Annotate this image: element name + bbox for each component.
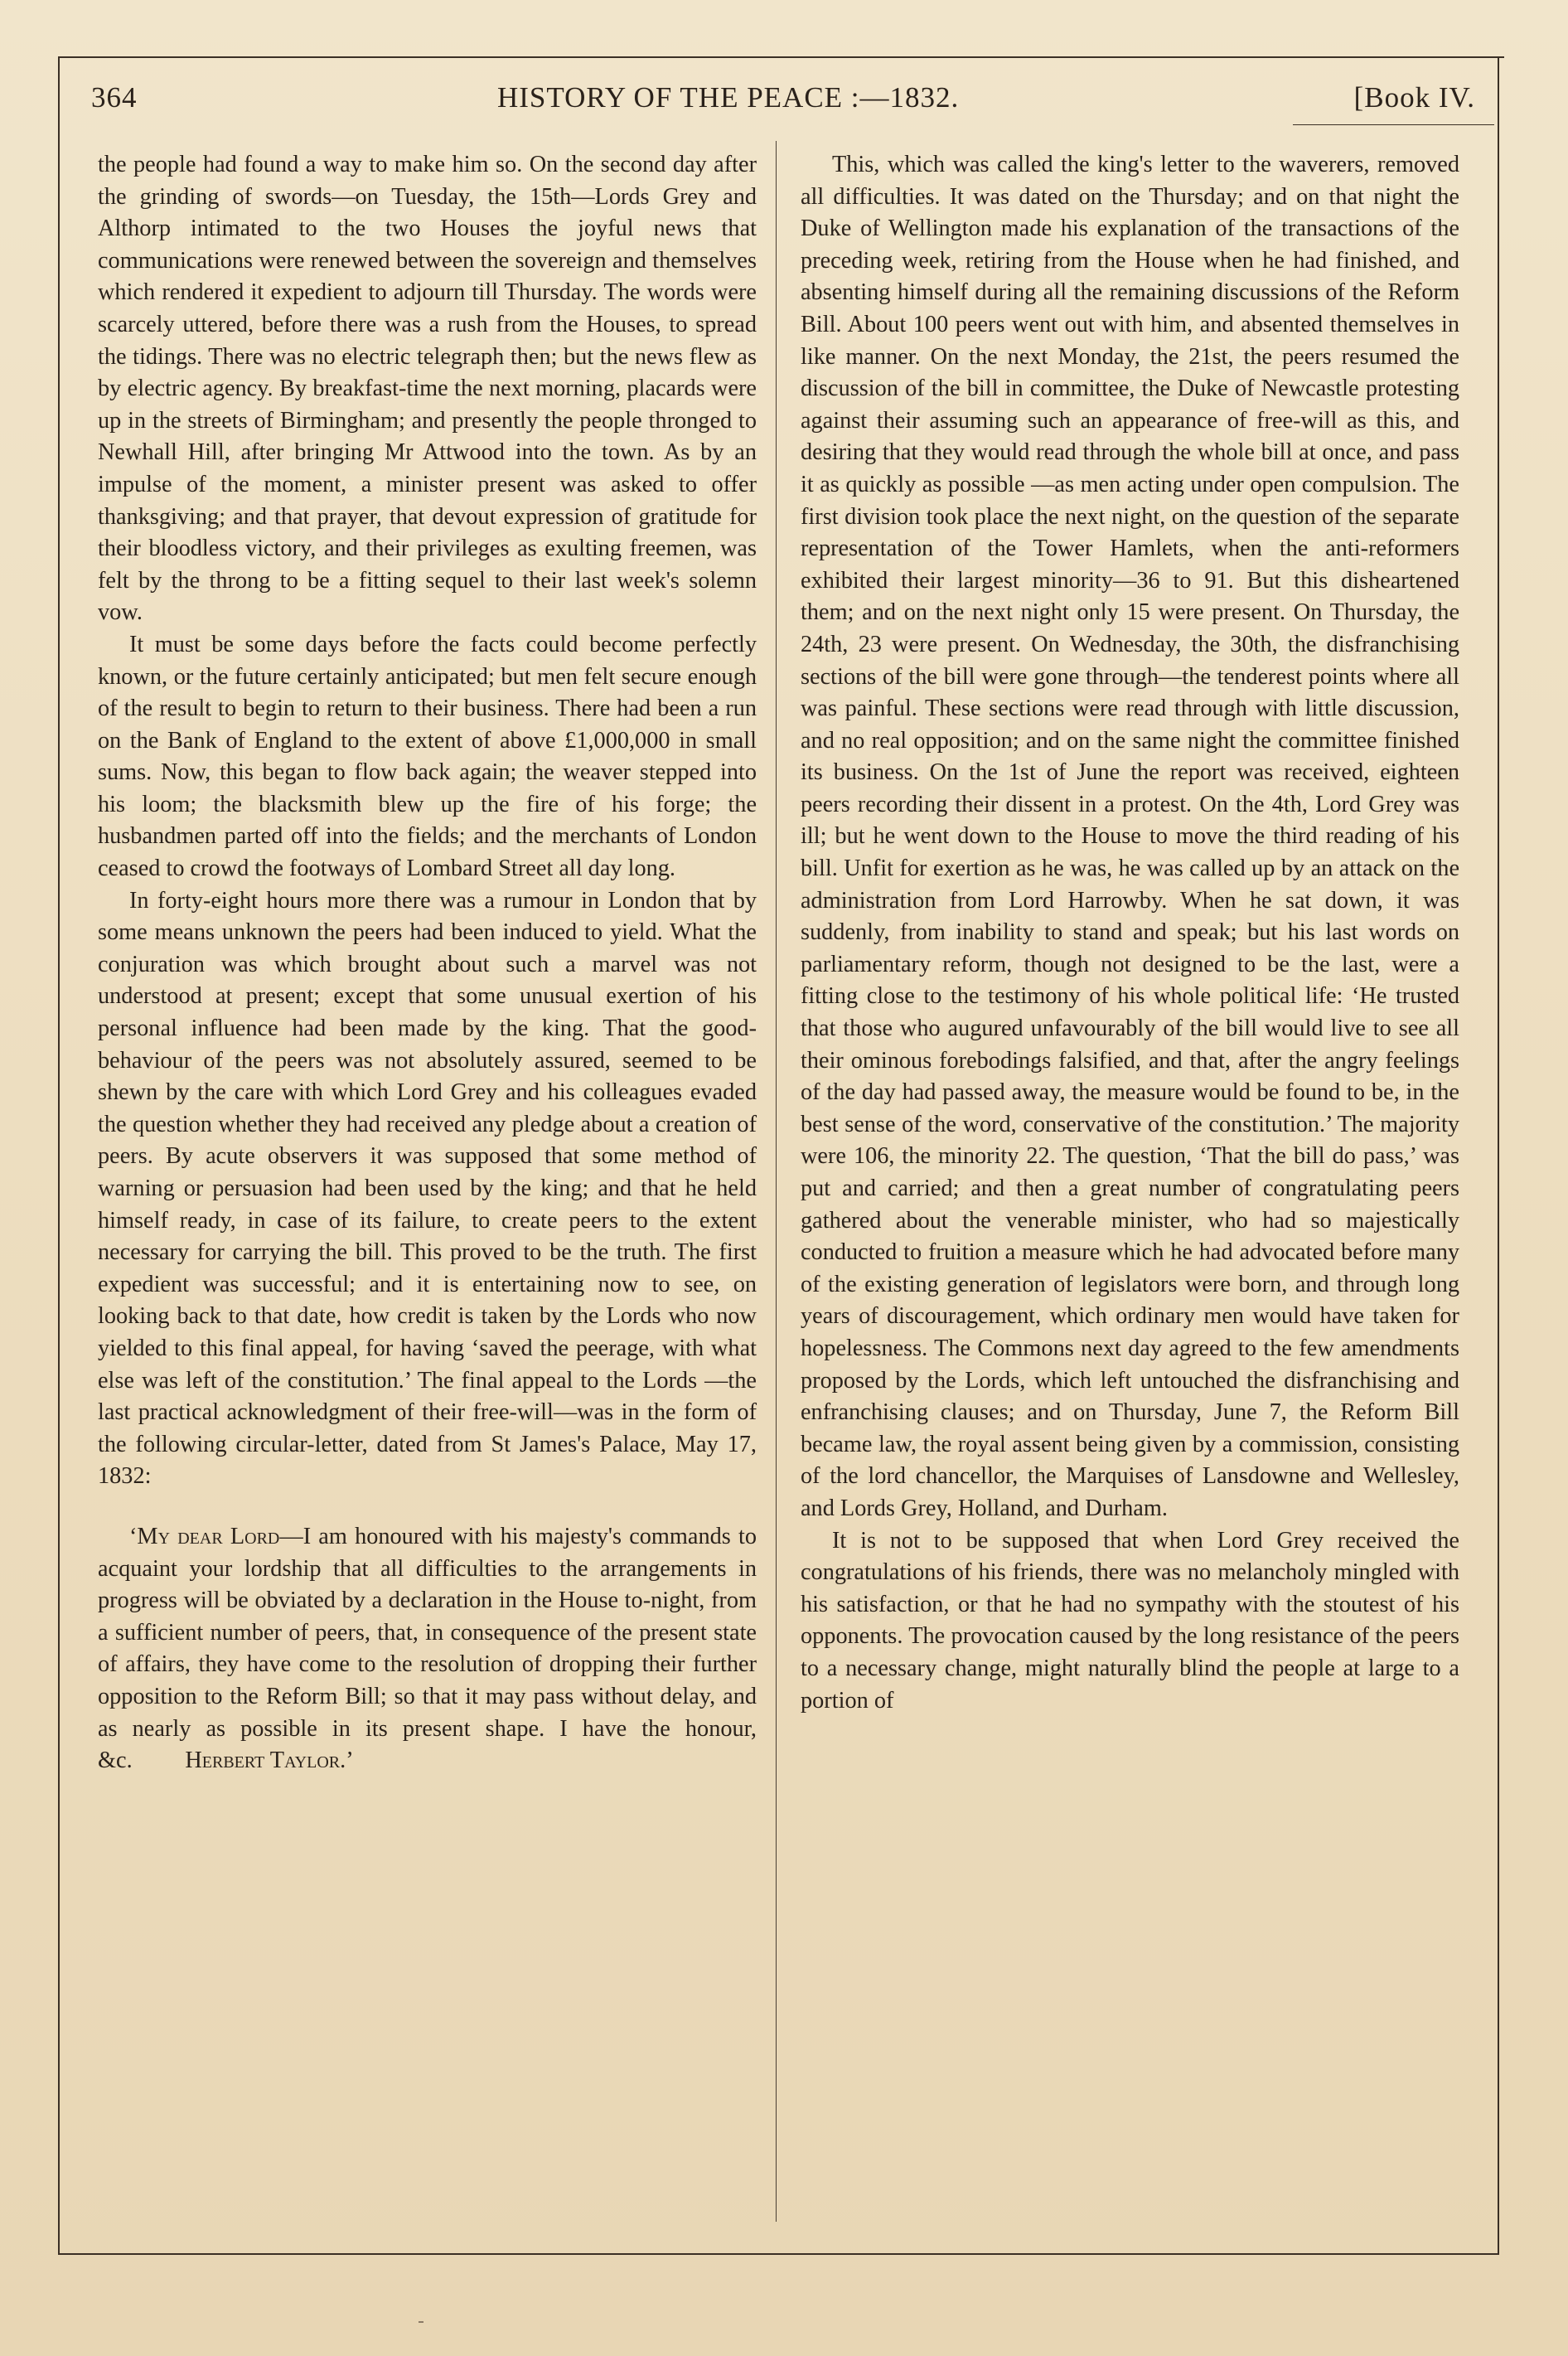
running-header [91,81,1475,124]
right-column [801,149,1459,1717]
paragraph: It is not to be supposed that when Lord Grey received the congratulations of his friends, there was no melancholy mingled with his satisfaction, or that he had no sympathy with the stoutest of his opponents. The provocation caused by the long resistance of the peers to a necessary change, might naturally blind the people at large to a portion of [801,1527,1459,1714]
paragraph: It must be some days before the facts could become perfectly known, or the future certainly anticipated; but men felt secure enough of the result to begin to return to their business. There had been a run on the Bank of England to the extent of above £1,000,000 in small sums. Now, this began to flow back again; the weaver stepped into his loom; the blacksmith blew up the fire of his forge; the husbandmen parted off into the fields; and the merchants of London ceased to crowd the footways of Lombard Street all day long. [98,631,757,882]
letter-salutation: ‘My dear Lord [129,1523,280,1549]
running-title: HISTORY OF THE PEACE :—1832. [497,81,960,114]
paragraph: In forty-eight hours more there was a rumour in London that by some means unknown the peers had been induced to yield. What the conjuration was which brought about such a marvel was not understood at present; except that some unusual exertion of his personal influence had been made by the king. That the good-behaviour of the peers was not absolutely assured, seemed to be shewn by the care with which Lord Grey and his colleagues evaded the question whether they had received any pledge about a creation of peers. By acute observers it was supposed that some method of warning or persuasion had been used by the king; and that he held himself ready, in case of its failure, to create peers to the extent necessary for carrying the bill. This proved to be the truth. The first expedient was successful; and it is entertaining now to see, on looking back to that date, how credit is taken by the Lords who now yielded to this final appeal, for having ‘saved the peerage, with what else was left of the constitution.’ The final appeal to the Lords —the last practical acknowledgment of their free-will—was in the form of the following circular-letter, dated from St James's Palace, May 17, 1832: [98,887,757,1490]
book-reference: [Book IV. [1353,81,1475,114]
left-column [98,149,757,1777]
header-rule [1293,124,1494,125]
column-divider [776,141,777,2222]
letter-body: —I am honoured with his majesty's commands to acquaint your lordship that all difficulties to the arrangements in progress will be obviated by a declaration in the House to-night, from a sufficient number of peers, that, in consequence of the present state of affairs, they have come to the resolution of dropping their further opposition to the Reform Bill; so that it may pass without delay, and as nearly as possible in its present shape. I have the honour, &c. [98,1523,757,1774]
paragraph: the people had found a way to make him so. On the second day after the grinding of swords—on Tuesday, the 15th—Lords Grey and Althorp intimated to the two Houses the joyful news that communications were renewed between the sovereign and themselves which rendered it expedient to adjourn till Thursday. The words were scarcely uttered, before there was a rush from the Houses, to spread the tidings. There was no electric telegraph then; but the news flew as by electric agency. By breakfast-time the next morning, placards were up in the streets of Birmingham; and presently the people thronged to Newhall Hill, after bringing Mr Attwood into the town. As by an impulse of the moment, a minister present was asked to offer thanksgiving; and that prayer, that devout expression of gratitude for their bloodless victory, and their privileges as exulting freemen, was felt by the throng to be a fitting sequel to their last week's solemn vow. [98,152,757,626]
print-mark [419,2321,423,2323]
circular-letter [98,1521,757,1777]
paragraph: This, which was called the king's letter to the waverers, removed all difficulties. It was dated on the Thursday; and on that night the Duke of Wellington made his explanation of the transactions of the preceding week, retiring from the House when he had finished, and absenting himself during all the remaining discussions of the Reform Bill. About 100 peers went out with him, and absented themselves in like manner. On the next Monday, the 21st, the peers resumed the discussion of the bill in committee, the Duke of Newcastle protesting against their assuming such an appearance of free-will as this, and desiring that they would read through the whole bill at once, and pass it as quickly as possible —as men acting under open compulsion. The first division took place the next night, on the question of the separate representation of the Tower Hamlets, when the anti-reformers exhibited their largest minority—36 to 91. But this disheartened them; and on the next night only 15 were present. On Thursday, the 24th, 23 were present. On Wednesday, the 30th, the disfranchising sections of the bill were gone through—the tenderest points where all was painful. These sections were read through with little discussion, and no real opposition; and on the same night the committee finished its business. On the 1st of June the report was received, eighteen peers recording their dissent in a protest. On the 4th, Lord Grey was ill; but he went down to the House to move the third reading of his bill. Unfit for exertion as he was, he was called up by an attack on the administration from Lord Harrowby. When he sat down, it was suddenly, from inability to stand and speak; but his last words on parliamentary reform, though not designed to be the last, were a fitting close to the testimony of his whole political life: ‘He trusted that those who augured unfavourably of the bill would live to see all their ominous forebodings falsified, and that, after the angry feelings of the day had passed away, the measure would be found to be, in the best sense of the word, conservative of the constitution.’ The majority were 106, the minority 22. The question, ‘That the bill do pass,’ was put and carried; and then a great number of congratulating peers gathered about the venerable minister, who had so majestically conducted to fruition a measure which he had advocated before many of the existing generation of legislators were born, and through long years of discouragement, which ordinary men would have taken for hopelessness. The Commons next day agreed to the few amendments proposed by the Lords, which left untouched the disfranchising and enfranchising clauses; and on Thursday, June 7, the Reform Bill became law, the royal assent being given by a commission, consisting of the lord chancellor, the Marquises of Lansdowne and Wellesley, and Lords Grey, Holland, and Durham. [801,152,1459,1521]
page-number: 364 [91,81,138,114]
letter-signature: Herbert Taylor.’ [185,1748,354,1774]
